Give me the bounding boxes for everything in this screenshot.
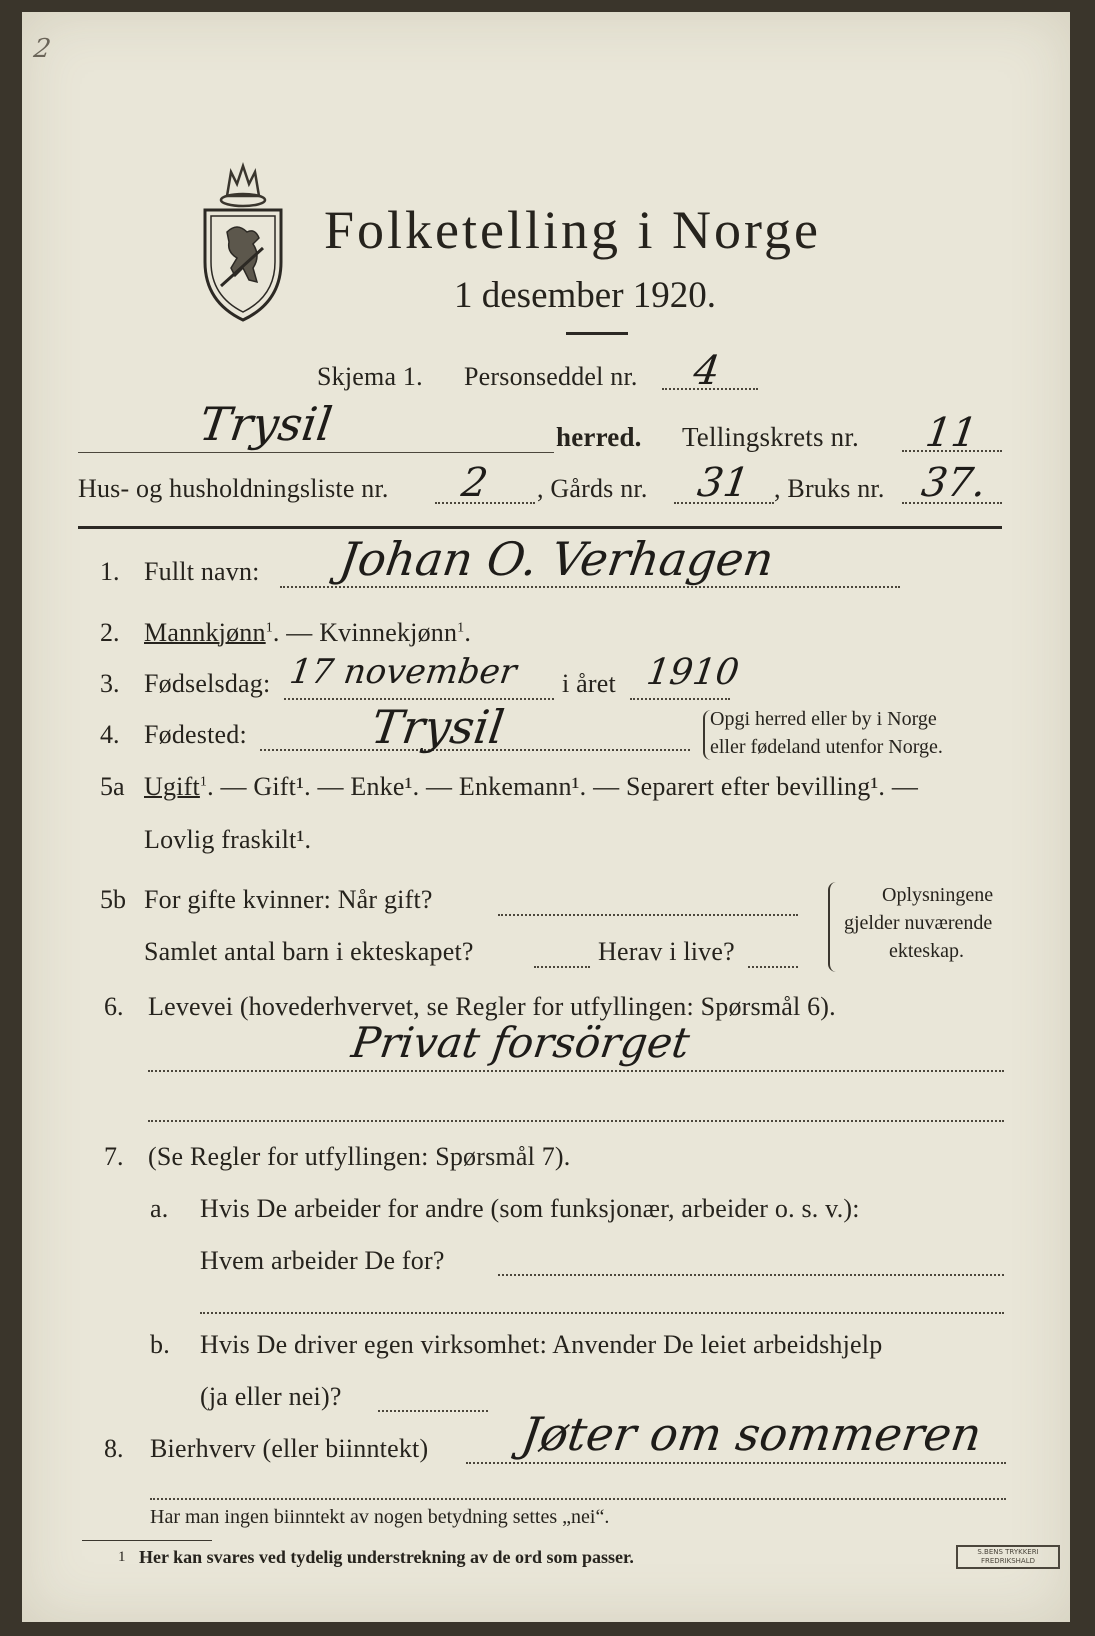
q5b-alive-label: Herav i live?	[598, 937, 735, 966]
footnote-rule	[82, 1540, 212, 1541]
q2-end: .	[464, 618, 472, 647]
q6-label: Levevei (hovederhvervet, se Regler for utfyllingen: Spørsmål 6).	[148, 992, 836, 1021]
hus-value: 2	[458, 460, 491, 506]
q5a-marital-options	[144, 772, 918, 802]
q5b-note-line1: Oplysningene	[882, 884, 994, 906]
gards-label: , Gårds nr.	[537, 474, 648, 503]
q8-line-2	[150, 1498, 1006, 1500]
q7-number: 7.	[104, 1142, 124, 1171]
q6-occupation-value: Privat forsörget	[348, 1018, 693, 1067]
q6-line-1	[148, 1070, 1004, 1072]
personseddel-label: Personseddel nr.	[464, 362, 638, 391]
personseddel-value: 4	[690, 348, 723, 394]
coat-of-arms-icon	[197, 152, 289, 322]
q5a-footnote-ref: 1	[199, 774, 208, 790]
q5b-children-label: Samlet antal barn i ekteskapet?	[144, 937, 474, 966]
herred-line	[78, 452, 554, 453]
q7b-hired-help-label: (ja eller nei)?	[200, 1382, 342, 1411]
hus-label: Hus- og husholdningsliste nr.	[78, 474, 389, 503]
page-title: Folketelling i Norge	[324, 200, 821, 260]
tellingskrets-value: 11	[922, 410, 981, 456]
q5b-brace	[828, 882, 838, 972]
q2-footnote-ref-1: 1	[265, 620, 273, 636]
q3-year-value: 1910	[644, 652, 742, 693]
q5b-when-married-line	[498, 914, 798, 916]
q5b-children-line	[534, 966, 590, 968]
tellingskrets-label: Tellingskrets nr.	[682, 422, 859, 452]
q2-kvinnekjonn: Kvinnekjønn	[319, 618, 458, 647]
q5b-number: 5b	[100, 885, 126, 914]
printer-stamp	[956, 1545, 1060, 1569]
q7b-letter: b.	[150, 1330, 170, 1359]
q5a-ugift: Ugift	[144, 772, 200, 801]
q7a-employer-line	[498, 1274, 1004, 1276]
q1-label: Fullt navn:	[144, 557, 260, 586]
q7-label: (Se Regler for utfyllingen: Spørsmål 7).	[148, 1142, 571, 1171]
q7a-employer-label: Hvem arbeider De for?	[200, 1246, 445, 1275]
q4-birthplace-value: Trysil	[368, 700, 508, 754]
q5b-alive-line	[748, 966, 798, 968]
printer-stamp-line1: S.BENS TRYKKERI	[977, 1548, 1039, 1556]
q8-line	[466, 1462, 1006, 1464]
q3-year-line	[630, 698, 730, 700]
gards-value: 31	[694, 460, 753, 506]
q5a-line2: Lovlig fraskilt¹.	[144, 825, 312, 854]
q6-line-2	[148, 1120, 1004, 1122]
bruks-label: , Bruks nr.	[774, 474, 885, 503]
bruks-value: 37.	[918, 460, 989, 506]
q5a-number: 5a	[100, 772, 125, 801]
q3-birthday-value: 17 november	[287, 652, 519, 692]
q7b-line1: Hvis De driver egen virksomhet: Anvender De leiet arbeidshjelp	[200, 1330, 883, 1359]
skjema-label: Skjema 1.	[317, 362, 423, 391]
q7a-line1: Hvis De arbeider for andre (som funksjonær, arbeider o. s. v.):	[200, 1194, 860, 1223]
hus-line	[435, 502, 535, 504]
footnote-text: Her kan svares ved tydelig understrekning av de ord som passer.	[139, 1547, 634, 1567]
printer-stamp-line2: FREDRIKSHALD	[980, 1557, 1035, 1565]
q8-label: Bierhverv (eller biinntekt)	[150, 1434, 429, 1463]
q6-number: 6.	[104, 992, 124, 1021]
q5b-note-line3: ekteskap.	[889, 940, 964, 962]
q5b-note-line2: gjelder nuværende	[844, 912, 993, 934]
q8-side-income-value: Jøter om sommeren	[518, 1407, 985, 1461]
q4-number: 4.	[100, 720, 120, 749]
q1-full-name-value: Johan O. Verhagen	[336, 532, 778, 586]
q7a-employer-line-2	[200, 1312, 1004, 1314]
q2-gender-options	[144, 618, 471, 648]
q5b-when-married-label: For gifte kvinner: Når gift?	[144, 885, 433, 914]
q2-number: 2.	[100, 618, 120, 647]
q3-year-label: i året	[562, 669, 616, 698]
herred-value: Trysil	[196, 397, 336, 451]
q4-label: Fødested:	[144, 720, 247, 749]
herred-label: herred.	[556, 422, 642, 452]
census-form-sheet	[22, 12, 1070, 1622]
header-divider	[78, 526, 1002, 529]
q2-separator: . —	[272, 618, 320, 647]
q3-label: Fødselsdag:	[144, 669, 271, 698]
census-date: 1 desember 1920.	[454, 275, 717, 316]
title-divider	[566, 332, 628, 335]
q7b-hired-help-line	[378, 1410, 488, 1412]
q7a-letter: a.	[150, 1194, 169, 1223]
q4-note-line2: eller fødeland utenfor Norge.	[710, 736, 943, 758]
footnote-mark: 1	[118, 1549, 126, 1565]
q2-footnote-ref-2: 1	[457, 620, 465, 636]
q8-note: Har man ingen biinntekt av nogen betydning settes „nei“.	[150, 1506, 610, 1528]
q1-line	[280, 586, 900, 588]
corner-pencil-mark: 2	[31, 34, 53, 64]
q8-number: 8.	[104, 1434, 124, 1463]
q5a-rest: . — Gift¹. — Enke¹. — Enkemann¹. — Separert efter bevilling¹. —	[207, 772, 919, 801]
q4-note-line1: Opgi herred eller by i Norge	[710, 708, 937, 730]
q2-mannkjonn: Mannkjønn	[144, 618, 266, 647]
q3-number: 3.	[100, 669, 120, 698]
q1-number: 1.	[100, 557, 120, 586]
